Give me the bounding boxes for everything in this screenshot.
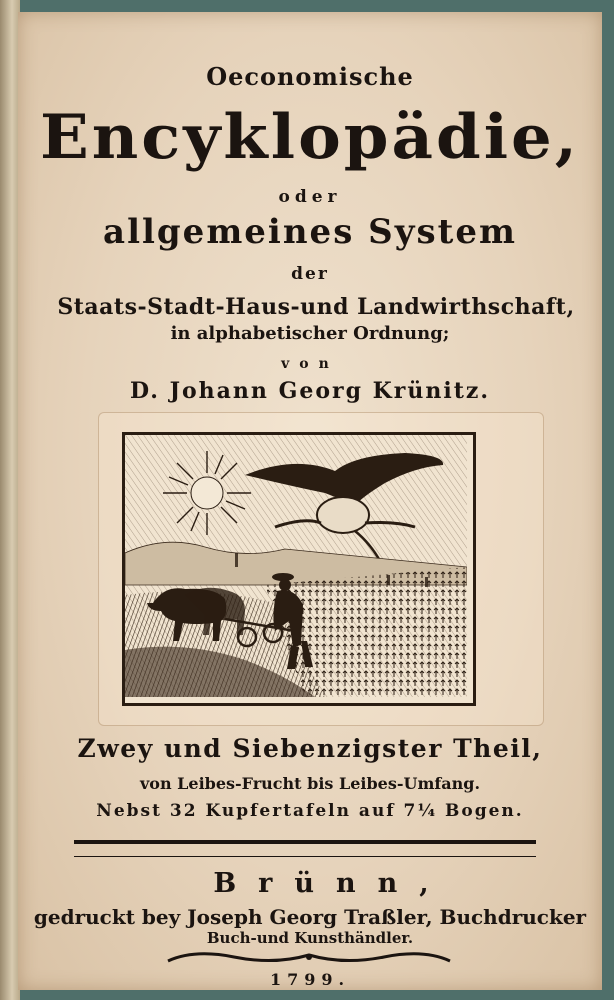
title-line-von: von [281,356,339,372]
imprint-year: 1799. [269,970,351,989]
book-spine-edge [0,0,20,1000]
volume-range: von Leibes-Frucht bis Leibes-Umfang. [139,774,481,793]
plates-statement: Nebst 32 Kupfertafeln auf 7¼ Bogen. [96,801,524,821]
title-line-der: der [291,264,329,284]
title-line-encyklopaedie: Encyklopädie, [39,101,581,174]
author-name: D. Johann Georg Krünitz. [129,378,491,404]
engraving-vignette [122,432,476,706]
imprint-trade: Buch-und Kunsthändler. [206,929,414,947]
title-line-allgemeines-system: allgemeines System [103,212,517,252]
imprint-place: Brünn, [213,868,451,899]
title-line-oeconomische: Oeconomische [206,62,414,91]
title-line-wirthschaft: Staats-Stadt-Haus-und Landwirthschaft, [57,294,575,320]
title-line-oder: oder [278,187,342,207]
imprint-printer: gedruckt bey Joseph Georg Traßler, Buchdrucker [33,905,587,929]
ploughing-scene-image [125,435,467,697]
volume-statement: Zwey und Siebenzigster Theil, [77,734,543,763]
title-line-ordnung: in alphabetischer Ordnung; [170,323,450,344]
